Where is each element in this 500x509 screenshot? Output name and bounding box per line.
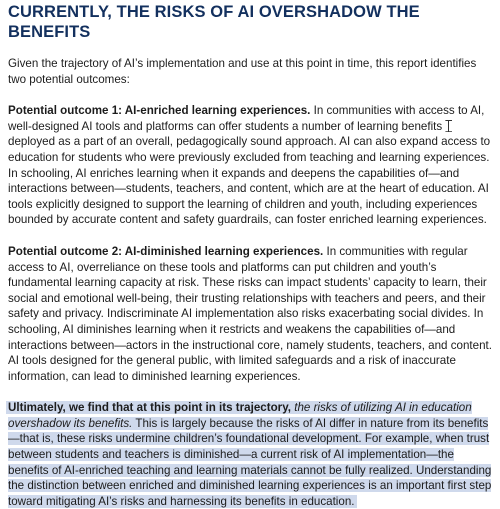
conclusion-bold: Ultimately, we find that at this point in its trajectory,	[8, 401, 292, 415]
text-cursor-icon	[445, 120, 452, 132]
intro-paragraph	[8, 56, 492, 87]
outcome-2-text: In communities with regular access to AI, overreliance on these tools and platforms can put children and youth’s fundamental learning capacity at risk. These risks can impact students’ capacity to learn, their social and emotional well-being, their trusting relationships with teachers and peers, and their safety and privacy. Indiscriminate AI implementation also risks exacerbating social divides. In schooling, AI diminishes learning when it restricts and weakens the capabilities of—and interactions between—actors in the instructional core, namely students, teachers, and content. AI tools designed for the general public, with limited safeguards and a risk of inaccurate information, can lead to diminished learning experiences.	[8, 244, 492, 383]
outcome-1-text-a: In communities with access to AI, well-designed AI tools and platforms can offer students a number of learning benefits	[8, 104, 485, 133]
conclusion-paragraph[interactable]	[8, 400, 492, 509]
outcome-2-title: Potential outcome 2: AI-diminished learning experiences.	[8, 244, 324, 258]
section-heading: CURRENTLY, THE RISKS OF AI OVERSHADOW THE BENEFITS	[8, 3, 420, 41]
intro-text: Given the trajectory of AI’s implementation and use at this point in time, this report identifies two potential outcomes:	[8, 57, 477, 86]
outcome-1-paragraph	[8, 103, 492, 228]
conclusion-text: This is largely because the risks of AI differ in nature from its benefits—that is, these risks undermine children’s foundational development. For example, when trust between students and teachers is diminished—a current risk of AI implementation—the benefits of AI-enriched teaching and learning materials cannot be fully realized. Understanding the distinction between enriched and diminished learning experiences is an important first step toward mitigating AI’s risks and harnessing its benefits in education.	[8, 416, 492, 508]
selected-text-highlight[interactable]	[6, 401, 491, 508]
outcome-1-title: Potential outcome 1: AI-enriched learning experiences.	[8, 104, 311, 118]
outcome-2-paragraph	[8, 244, 492, 384]
conclusion-italic: the risks of utilizing AI in education overshadow its benefits.	[8, 401, 472, 430]
outcome-1-text-b: deployed as a part of an overall, pedagogically sound approach. AI can also expand access to education for students who were previously excluded from teaching and learning experiences. In schooling, AI enriches learning when it expands and deepens the capabilities of—and interactions between—students, teachers, and content, which are at the heart of education. AI tools explicitly designed to support the learning of children and youth, including experiences bounded by accurate content and safety guardrails, can foster enriched learning experiences.	[8, 135, 491, 227]
